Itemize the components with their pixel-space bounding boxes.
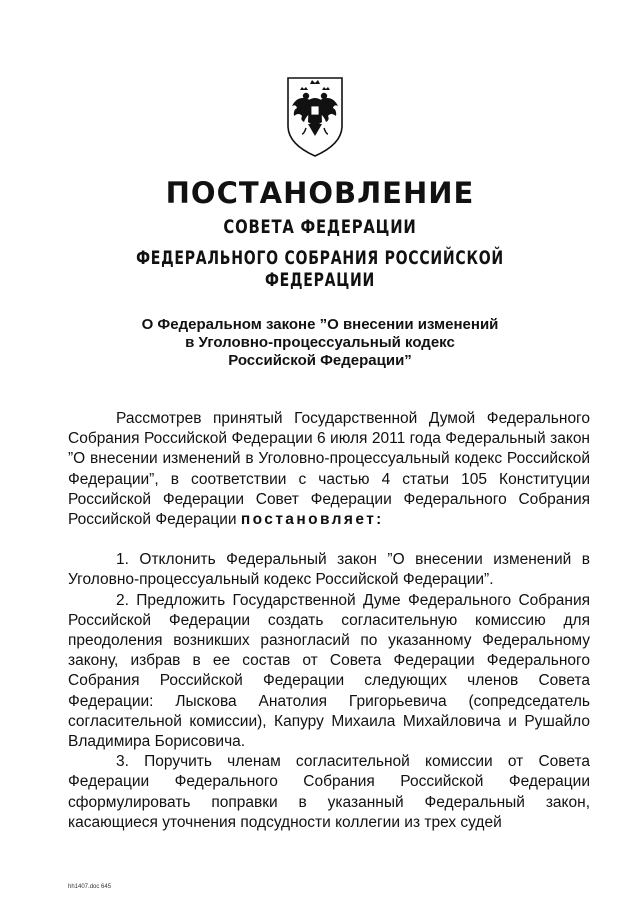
issuer-line-1: СОВЕТА ФЕДЕРАЦИИ: [223, 216, 417, 238]
subject-line-3: Российской Федерации”: [228, 352, 412, 369]
document-body: [68, 409, 590, 833]
item-3-paragraph: 3. Поручить членам согласительной комиссии от Совета Федерации Федерального Собрания Российской Федерации сформулировать поправки в указанный Федеральный закон, касающиеся уточнения подсудности коллегии из трех судей: [68, 753, 590, 831]
file-code-footer: hh1407.doc 645: [68, 884, 112, 890]
intro-paragraph: [68, 409, 590, 530]
issuer-line-2: ФЕДЕРАЛЬНОГО СОБРАНИЯ РОССИЙСКОЙ ФЕДЕРАЦИИ: [136, 247, 504, 291]
item-1-paragraph: 1. Отклонить Федеральный закон ”О внесении изменений в Уголовно-процессуальный кодекс Российской Федерации”.: [68, 551, 590, 589]
russian-coat-of-arms-emblem: [284, 74, 346, 160]
item-2-paragraph: 2. Предложить Государственной Думе Федерального Собрания Российской Федерации создать согласительную комиссию для преодоления возникших разногласий по указанному Федеральному закону, избрав в ее состав от Совета Федерации Федерального Собрания Российской Федерации следующих членов Совета Федерации: Лыскова Анатолия Григорьевича (сопредседатель согласительной комиссии), Капуру Михаила Михайловича и Рушайло Владимира Борисовича.: [68, 591, 590, 751]
subject-line-2: в Уголовно-процессуальный кодекс: [185, 334, 455, 351]
document-subject: [0, 316, 640, 370]
document-title: ПОСТАНОВЛЕНИЕ: [165, 176, 475, 210]
subject-line-1: О Федеральном законе ”О внесении изменений: [141, 316, 499, 333]
resolves-word: постановляет:: [240, 511, 384, 529]
intro-text: Рассмотрев принятый Государственной Думой Федерального Собрания Российской Федерации 6 июля 2011 года Федеральный закон ”О внесении изменений в Уголовно-процессуальный кодекс Российской Федерации”, в соответствии с частью 4 статьи 105 Конституции Российской Федерации Совет Федерации Федерального Собрания Российской Федерации: [68, 410, 590, 529]
